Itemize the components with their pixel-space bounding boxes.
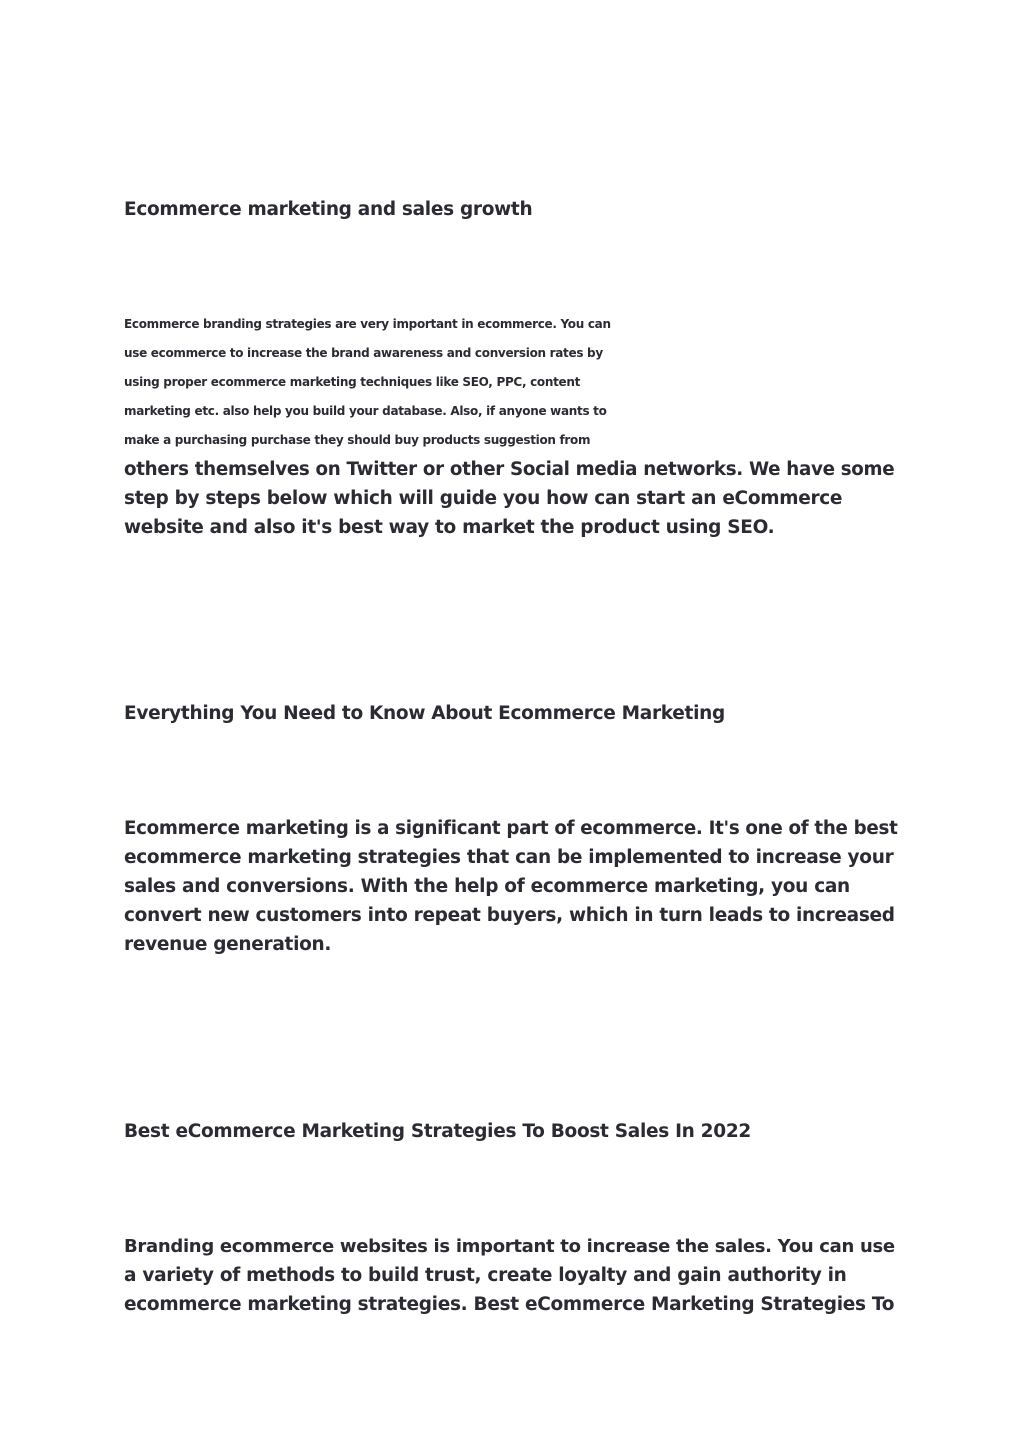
section-heading: Ecommerce marketing and sales growth xyxy=(124,199,533,220)
section-heading: Best eCommerce Marketing Strategies To Boost Sales In 2022 xyxy=(124,1121,751,1142)
paragraph-line: convert new customers into repeat buyers, which in turn leads to increased xyxy=(124,905,895,926)
paragraph-line: others themselves on Twitter or other Social media networks. We have some xyxy=(124,459,895,480)
section-heading: Everything You Need to Know About Ecommerce Marketing xyxy=(124,703,725,724)
section-paragraph xyxy=(124,814,898,959)
paragraph-line: sales and conversions. With the help of ecommerce marketing, you can xyxy=(124,876,850,897)
paragraph-line: Ecommerce marketing is a significant part of ecommerce. It's one of the best xyxy=(124,818,898,839)
paragraph-line: website and also it's best way to market the product using SEO. xyxy=(124,517,775,538)
paragraph-line: ecommerce marketing strategies that can be implemented to increase your xyxy=(124,847,894,868)
paragraph-line: a variety of methods to build trust, create loyalty and gain authority in xyxy=(124,1265,847,1286)
paragraph-line: using proper ecommerce marketing techniques like SEO, PPC, content xyxy=(124,375,581,389)
paragraph-line: make a purchasing purchase they should buy products suggestion from xyxy=(124,433,591,447)
paragraph-line: Ecommerce branding strategies are very important in ecommerce. You can xyxy=(124,317,611,331)
paragraph-line: marketing etc. also help you build your database. Also, if anyone wants to xyxy=(124,404,607,418)
section-paragraph xyxy=(124,310,894,542)
paragraph-line: step by steps below which will guide you how can start an eCommerce xyxy=(124,488,843,509)
paragraph-line: revenue generation. xyxy=(124,934,332,955)
paragraph-line: Branding ecommerce websites is important to increase the sales. You can use xyxy=(124,1236,895,1257)
section-paragraph xyxy=(124,1232,895,1319)
paragraph-line: use ecommerce to increase the brand awareness and conversion rates by xyxy=(124,346,603,360)
paragraph-line: ecommerce marketing strategies. Best eCommerce Marketing Strategies To xyxy=(124,1294,895,1315)
